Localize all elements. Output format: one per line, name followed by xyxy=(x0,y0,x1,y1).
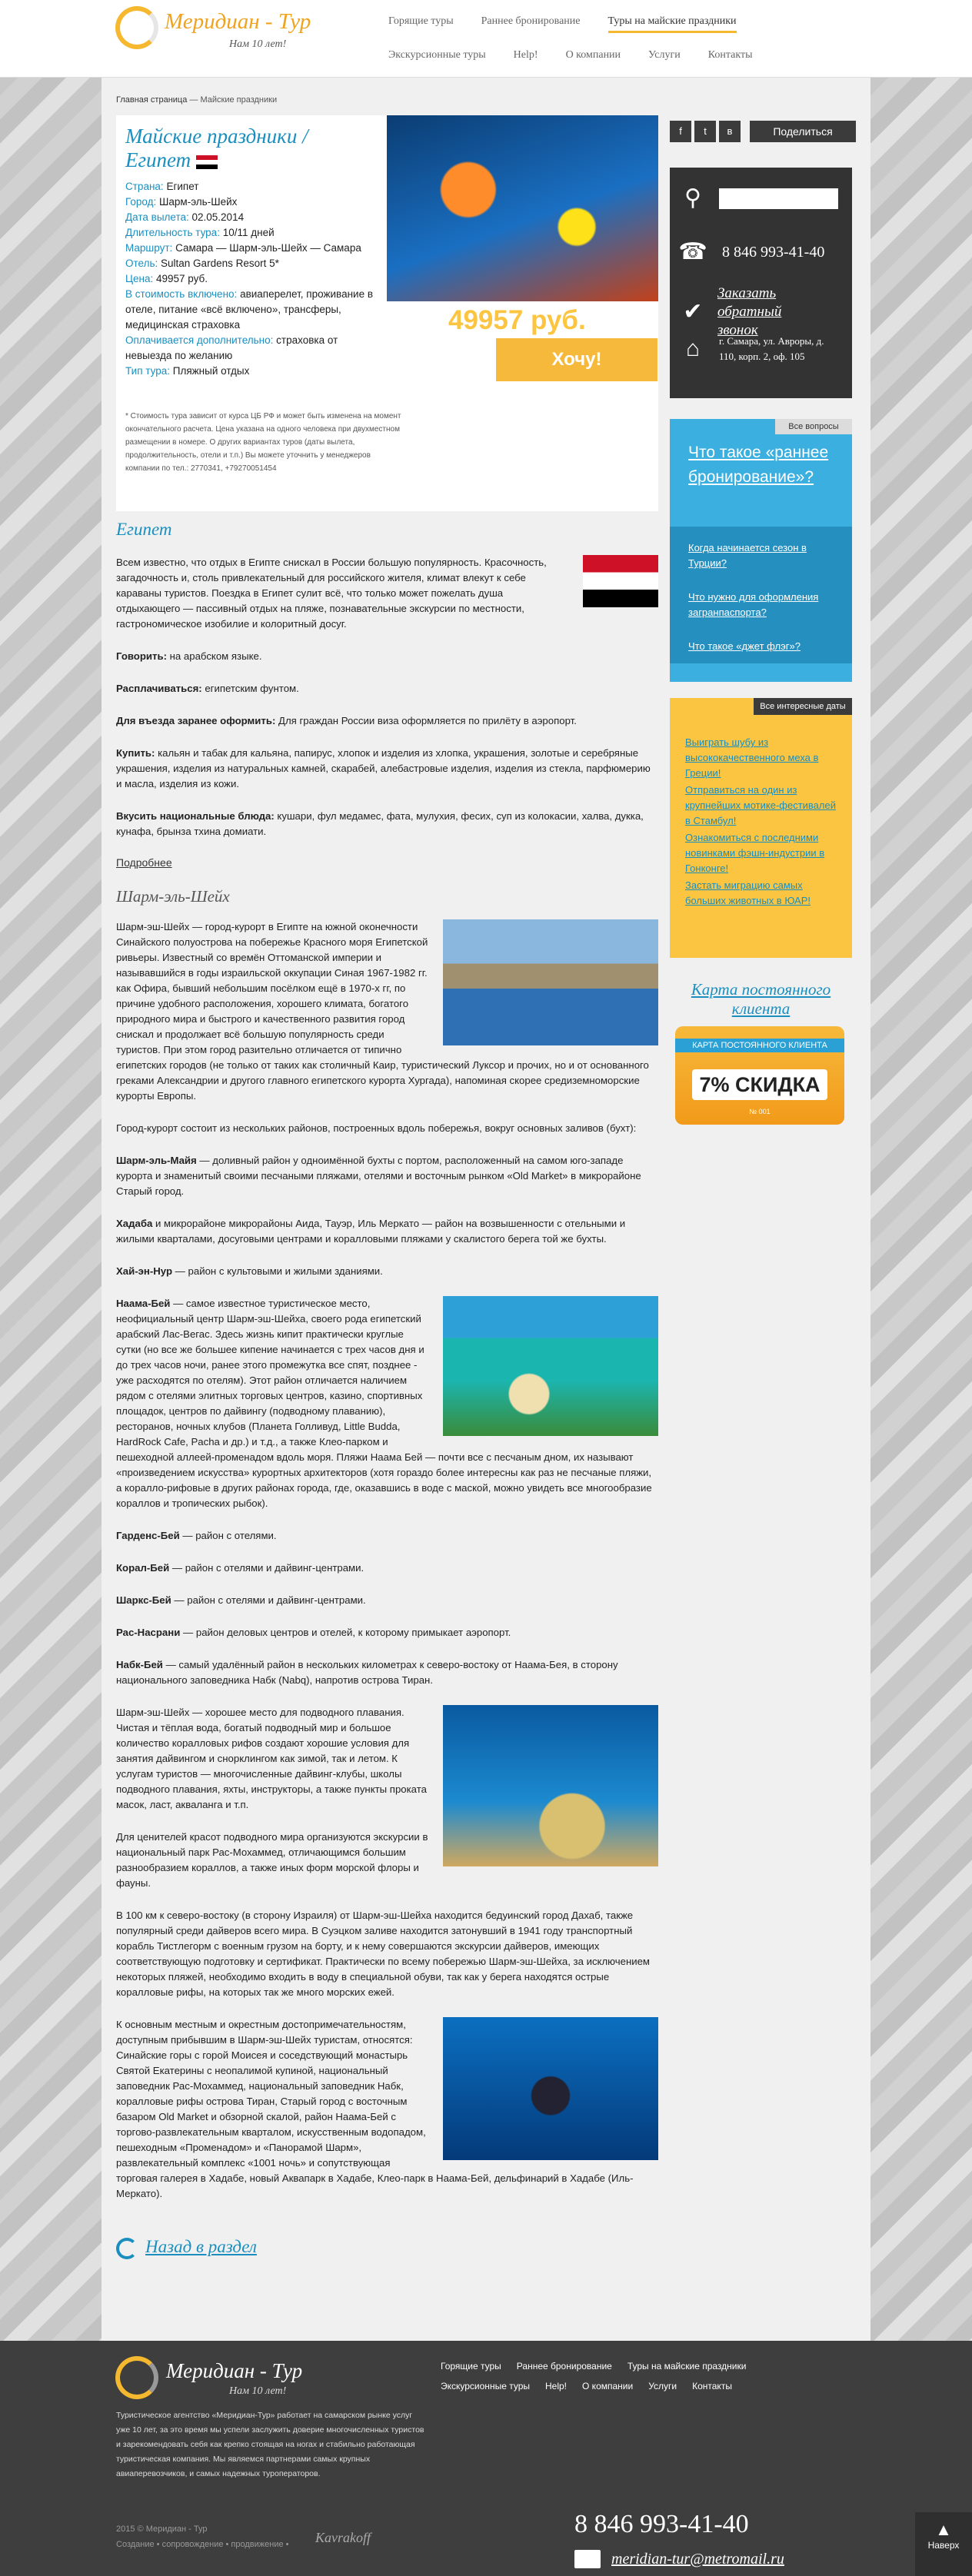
district-text: и микрорайоне микрорайоны Аида, Тауэр, Иль Меркато — район на возвышенности с отельными и жилыми кварталами, досуговыми центрами и коралловыми пляжами у скалистого берега той же бухты. xyxy=(116,1218,626,1245)
address: г. Самара, ул. Авроры, д. 110, корп. 2, оф. 105 xyxy=(719,335,824,362)
ras-mohammed-text: Для ценителей красот подводного мира организуются экскурсии в национальный парк Рас-Мохаммед, отличающимся большим разнообразием кораллов, а также иных форм морской флоры и фауны. xyxy=(116,1831,428,1889)
district-name: Шарм-эль-Майя xyxy=(116,1155,197,1166)
fact-visa xyxy=(116,713,658,729)
nav-services[interactable]: Услуги xyxy=(648,49,681,61)
callback-row xyxy=(677,284,825,340)
attractions-text: К основным местным и окрестным достопримечательностям, доступным прибывшим в Шарм-эш-Шейх туристам, относятся: Синайские горы с горой Моисея и соседствующий монастырь Святой Екатерины с неопалимой купиной, национальный заповедник Рас-Мохаммед, национальный заповедник Набк, коралловые рифы острова Тиран, Старый город с восточным базаром Old Market и обзорной скалой, район Наама-Бей с торгово-развлекательным кварталом, искусственным водопадом, пешеходным «Променадом» и «Панорамой Шарм», развлекательный комплекс «1001 ночь» и сопутствующая торговая галерея в Хадабе, новый Аквапарк в Хадабе, Клео-парк в Наама-Бей, дельфинарий в Хадабе (Иль-Меркато). xyxy=(116,2019,634,2199)
faq-item[interactable]: Что такое «джет флэг»? xyxy=(688,640,801,652)
field-country xyxy=(125,179,385,194)
share-button[interactable]: Поделиться xyxy=(750,121,856,142)
nav-contacts[interactable]: Контакты xyxy=(707,49,753,61)
field-label: Оплачивается дополнительно: xyxy=(125,334,274,346)
field-value: Sultan Gardens Resort 5* xyxy=(161,258,279,269)
district-name: Набк-Бей xyxy=(116,1659,163,1670)
district xyxy=(116,1625,658,1640)
phone-number[interactable]: 8 846 993-41-40 xyxy=(722,243,825,261)
field-value: авиаперелет, проживание в отеле, питание «всё включено», трансферы, медицинская страховка xyxy=(125,288,374,331)
diving-text: Шарм-эш-Шейх — хорошее место для подводного плавания. Чистая и тёплая вода, богатый подводный мир и большое количество коралловых рифов создают хорошие условия для занятия дайвингом и снорклингом как зимой, так и летом. К услугам туристов — многочисленные дайвинг-клубы, школы подводного плавания, яхты, инструкторы, а также пункты проката масок, ласт, акваланга и т.п. xyxy=(116,1707,427,1810)
field-label: Город: xyxy=(125,196,157,208)
field-price xyxy=(125,271,385,287)
field-label: Отель: xyxy=(125,258,158,269)
fact-value: кушари, фул медамес, фата, мулухия, фесих, суп из колокасии, халва, дукка, кунафа, брынза тхина домиати. xyxy=(116,810,644,837)
district-text: — район с культовыми и жилыми зданиями. xyxy=(172,1265,383,1277)
tour-title-text: Майские праздники / Египет xyxy=(125,125,308,171)
field-value: страховка от невыезда по желанию xyxy=(125,334,338,361)
main-content xyxy=(116,520,658,2259)
district-text: — район деловых центров и отелей, к которому примыкает аэропорт. xyxy=(180,1627,511,1638)
home-icon: ⌂ xyxy=(685,336,701,361)
loyalty-card-discount: 7% СКИДКА xyxy=(692,1069,827,1100)
field-hotel xyxy=(125,256,385,271)
fact-label: Для въезда заранее оформить: xyxy=(116,715,276,726)
phone-row xyxy=(677,237,824,268)
field-city xyxy=(125,194,385,210)
fact-currency xyxy=(116,681,658,696)
naama-bay-photo xyxy=(443,1296,658,1436)
field-label: В стоимость включено: xyxy=(125,288,238,300)
district xyxy=(116,1561,658,1576)
fact-value: египетским фунтом. xyxy=(201,683,299,694)
main-nav-top xyxy=(388,15,819,33)
field-label: Тип тура: xyxy=(125,365,170,377)
field-label: Страна: xyxy=(125,181,164,192)
contact-box xyxy=(670,168,852,398)
district-text: — доливный район у одноимённой бухты с портом, расположенный на самом юго-западе курорта и знаменитый своими песчаными пляжами, отелями и восточным рынком «Old Market» в микрорайоне Старый город. xyxy=(116,1155,641,1197)
nav-excursion-tours[interactable]: Экскурсионные туры xyxy=(388,49,486,61)
footer-logo-tagline: Нам 10 лет! xyxy=(229,2385,287,2397)
fact-value: кальян и табак для кальяна, папирус, хлопок и изделия из хлопка, украшения, золотые и серебряные украшения, изделия из натуральных камней, скарабей, алебастровые изделия, изделия из стекла, парфюмерию и масла, изделия из кожи. xyxy=(116,747,651,789)
all-questions-link[interactable]: Все вопросы xyxy=(775,419,852,434)
back-to-top-label: Наверх xyxy=(927,2540,960,2551)
field-label: Цена: xyxy=(125,273,154,284)
site-header xyxy=(0,0,972,78)
copyright xyxy=(116,2521,289,2552)
district-text: — район с отелями и дайвинг-центрами. xyxy=(169,1562,364,1574)
footer-about: Туристическое агентство «Меридиан-Тур» работает на самарском рынке услуг уже 10 лет, за это время мы успели заслужить доверие многочисленных туристов и зарекомендовать себя как крепко стоящая на ногах и стабильно работающая туристическая компания. Мы являемся партнерами самых крупных авиаперевозчиков, и самых надежных туроператоров. xyxy=(116,2411,424,2478)
back-to-top-button[interactable] xyxy=(915,2512,972,2576)
footer-phone[interactable]: 8 846 993-41-40 xyxy=(574,2510,749,2538)
nav-early-booking[interactable]: Раннее бронирование xyxy=(481,15,581,27)
more-link[interactable]: Подробнее xyxy=(116,856,172,869)
back-link-label: Назад в раздел xyxy=(145,2237,257,2256)
phone-icon: ☎ xyxy=(678,239,707,264)
footer-nav-services[interactable]: Услуги xyxy=(648,2381,677,2392)
district xyxy=(116,1153,658,1199)
field-value: Египет xyxy=(166,181,199,192)
field-value: Шарм-эль-Шейх xyxy=(159,196,238,208)
district-name: Хадаба xyxy=(116,1218,153,1229)
price-note: * Стоимость тура зависит от курса ЦБ РФ и может быть изменена на момент окончательного расчета. Цена указана на одного человека при двухместном размещении в номере. О других вариантах туров (даты вылета, продолжительность, отели и т.п.) Вы можете уточнить у менеджеров компании по тел.: 2770341, +79270051454 xyxy=(125,412,401,473)
breadcrumb: Главная страница — Майские праздники xyxy=(116,95,278,105)
diver-photo xyxy=(443,2017,658,2160)
egypt-flag-icon xyxy=(196,155,218,169)
district xyxy=(116,1657,658,1688)
footer-nav-may-holidays[interactable]: Туры на майские праздники xyxy=(627,2361,747,2372)
footer-nav-excursion[interactable]: Экскурсионные туры xyxy=(441,2381,530,2392)
fact-label: Говорить: xyxy=(116,650,167,662)
site-footer xyxy=(0,2341,972,2576)
district xyxy=(116,1593,658,1608)
all-dates-link[interactable]: Все интересные даты xyxy=(754,698,852,715)
district-name: Шаркс-Бей xyxy=(116,1594,171,1606)
footer-logo[interactable] xyxy=(115,2356,346,2404)
price-note-text: Стоимость тура зависит от курса ЦБ РФ и может быть изменена на момент окончательного расчета. Цена указана на одного человека при двухместном размещении в номере. О других вариантах туров (даты вылета, продолжительность, отели и т.п.) Вы можете уточнить у менеджеров компании по тел.: 2770341, +79270051454 xyxy=(125,412,401,473)
district xyxy=(116,1528,658,1544)
field-value: 10/11 дней xyxy=(222,227,275,238)
credits-text: Создание • сопровождение • продвижение • xyxy=(116,2540,289,2549)
interest-item[interactable]: Ознакомиться с последними новинками фэшн-индустрии в Гонконге! xyxy=(685,832,825,874)
nav-about[interactable]: О компании xyxy=(565,49,621,61)
loyalty-card-header: КАРТА ПОСТОЯННОГО КЛИЕНТА xyxy=(675,1039,844,1052)
tour-price: 49957 руб. xyxy=(448,305,586,335)
twitter-icon[interactable]: t xyxy=(694,121,716,142)
district-name: Наама-Бей xyxy=(116,1298,171,1309)
tour-fields xyxy=(125,179,385,379)
field-extra xyxy=(125,333,385,364)
field-value: Пляжный отдых xyxy=(172,365,250,377)
logo-title: Меридиан - Тур xyxy=(165,9,311,34)
district-text: — самое известное туристическое место, неофициальный центр Шарм-эш-Шейха, своего рода египетский арабский Лас-Вегас. Здесь жизнь кипит практически круглые сутки (но все же большее кипение начинается с трех часов дня и до трех часов ночи, ранее этого промежутка все спят, позднее - уже расходятся по отелям). Этот район отличается наличием рядом с отелями элитных торговых центров, казино, спортивных площадок, центров по дайвингу (подводному плаванию), ресторанов, ночных клубов (Планета Голливуд, Little Budda, HardRock Cafe, Pacha и др.) и т.д., а также Клео-парком и пешеходной аллеей-променадом вдоль моря. Пляжи Наама Бей — почти все с песчаным дном, их называют «произведением искусства» курортных архитекторов (хотя гораздо более интересны как раз не песчаные пляжи, а коралло-рифовые в других районах города, где, оказавшись в воде с маской, можно увидеть все многообразие кораллов и тропических рыбок). xyxy=(116,1298,652,1509)
address-row xyxy=(677,334,842,364)
back-arrow-icon xyxy=(116,2238,138,2259)
background-pattern-right xyxy=(870,0,972,2576)
interesting-dates-box xyxy=(670,698,852,958)
footer-nav-contacts[interactable]: Контакты xyxy=(692,2381,732,2392)
dahab-text: В 100 км к северо-востоку (в сторону Израиля) от Шарм-эш-Шейха находится бедуинский город Дахаб, также популярный среди дайверов всего мира. В Суэцком заливе находится затонувший в 1941 году транспортный корабль Тистлегорм с военным грузом на борту, и к нему совершаются экскурсии дайверов, имеющих соответствующую подготовку и сертификат. Практически по всему побережью Шарм-эш-Шейха, за исключением некоторых пляжей, необходимо входить в воду в специальной обуви, так как у берега находятся острые коралловые рифы, на которых так же много морских ежей. xyxy=(116,1910,651,1998)
field-route xyxy=(125,241,385,256)
social-bar xyxy=(670,121,856,142)
fact-value: на арабском языке. xyxy=(166,650,262,662)
fact-label: Вкусить национальные блюда: xyxy=(116,810,275,822)
faq-box xyxy=(670,419,852,682)
arrow-up-icon: ▲ xyxy=(935,2520,952,2539)
fact-label: Расплачиваться: xyxy=(116,683,202,694)
district-name: Корал-Бей xyxy=(116,1562,170,1574)
want-button[interactable]: Хочу! xyxy=(496,338,657,381)
egypt-flag-image xyxy=(583,555,658,607)
egypt-intro: Всем известно, что отдых в Египте снискал в России большую популярность. Красочность, загадочность и, столь привлекательный для российского жителя, климат влекут к себе караваны туристов. Поездка в Египет сулит всё, что только может пожелать душа отдыхающего — пассивный отдых на пляже, познавательные экскурсии по местности, гастрономическое изобилие и колоритный досуг. xyxy=(116,557,547,630)
field-value: Самара — Шарм-эль-Шейх — Самара xyxy=(175,242,361,254)
loyalty-card-title[interactable]: Карта постоянного клиента xyxy=(691,980,831,1018)
tour-title xyxy=(125,125,356,172)
envelope-icon xyxy=(574,2550,601,2568)
faq-list xyxy=(670,527,852,663)
interest-item[interactable]: Отправиться на один из крупнейших мотике-фестивалей в Стамбул! xyxy=(685,784,836,826)
footer-nav-help[interactable]: Help! xyxy=(545,2381,568,2392)
footer-email[interactable] xyxy=(574,2550,784,2568)
fact-food xyxy=(116,809,658,839)
footer-nav-early-booking[interactable]: Раннее бронирование xyxy=(516,2361,612,2372)
main-nav-bottom xyxy=(388,49,819,65)
district-name: Рас-Насрани xyxy=(116,1627,181,1638)
sharm-coast-photo xyxy=(443,919,658,1045)
footer-nav-bottom xyxy=(441,2381,747,2392)
footer-nav-about[interactable]: О компании xyxy=(582,2381,634,2392)
footer-logo-icon xyxy=(115,2356,158,2399)
field-included xyxy=(125,287,385,333)
faq-item[interactable]: Что нужно для оформления загранпаспорта? xyxy=(688,591,819,618)
field-value: 02.05.2014 xyxy=(191,211,245,223)
district-text: — район с отелями и дайвинг-центрами. xyxy=(171,1594,366,1606)
tour-card xyxy=(116,115,658,511)
district-text: — самый удалённый район в нескольких километрах к северо-востоку от Наама-Бея, в сторону национального заповедника Набк (Nabq), напротив острова Тиран. xyxy=(116,1659,618,1686)
sharm-heading: Шарм-эль-Шейх xyxy=(116,887,230,906)
district xyxy=(116,1264,658,1279)
nav-help[interactable]: Help! xyxy=(513,49,538,61)
search-row xyxy=(677,183,838,214)
search-input[interactable] xyxy=(719,188,838,209)
fact-buy xyxy=(116,746,658,792)
vkontakte-icon[interactable]: в xyxy=(719,121,741,142)
field-label: Маршрут: xyxy=(125,242,173,254)
loyalty-card-number: № 001 xyxy=(749,1108,771,1115)
search-icon: ⚲ xyxy=(684,185,701,211)
faq-title[interactable]: Что такое «раннее бронирование»? xyxy=(688,444,829,486)
sharm-districts-intro: Город-курорт состоит из нескольких районов, построенных вдоль побережья, вокруг основных заливов (бухт): xyxy=(116,1122,637,1134)
fact-value: Для граждан России виза оформляется по прилёту в аэропорт. xyxy=(275,715,577,726)
field-type xyxy=(125,364,385,379)
logo-tagline: Нам 10 лет! xyxy=(229,38,287,50)
background-pattern-left xyxy=(0,0,102,2576)
field-duration xyxy=(125,225,385,241)
field-label: Длительность тура: xyxy=(125,227,220,238)
callback-link[interactable]: Заказать обратный звонок xyxy=(717,285,782,338)
district-name: Гарденс-Бей xyxy=(116,1530,180,1541)
reef-fish-photo xyxy=(443,1705,658,1866)
fact-language xyxy=(116,649,658,664)
back-link[interactable] xyxy=(116,2237,658,2259)
field-value: 49957 руб. xyxy=(155,273,208,284)
loyalty-card-image[interactable] xyxy=(675,1026,844,1125)
logo[interactable] xyxy=(115,6,311,54)
breadcrumb-home[interactable]: Главная страница xyxy=(116,95,188,105)
footer-nav-hot-tours[interactable]: Горящие туры xyxy=(441,2361,501,2372)
fact-label: Купить: xyxy=(116,747,155,759)
district-name: Хай-эн-Нур xyxy=(116,1265,173,1277)
footer-email-text: meridian-tur@metromail.ru xyxy=(611,2550,784,2568)
footer-nav-top xyxy=(441,2361,761,2372)
field-label: Дата вылета: xyxy=(125,211,189,223)
faq-item[interactable]: Когда начинается сезон в Турции? xyxy=(688,542,807,569)
footer-logo-title: Меридиан - Тур xyxy=(166,2359,303,2382)
logo-icon xyxy=(115,6,158,49)
field-departure-date xyxy=(125,210,385,225)
district xyxy=(116,1216,658,1247)
nav-may-holidays[interactable]: Туры на майские праздники xyxy=(608,15,737,33)
tour-photo-reef xyxy=(387,115,658,301)
egypt-heading: Египет xyxy=(116,520,172,539)
interest-item[interactable]: Застать миграцию самых больших животных в ЮАР! xyxy=(685,879,811,906)
breadcrumb-current: Майские праздники xyxy=(200,95,278,105)
sharm-intro: Шарм-эш-Шейх — город-курорт в Египте на южной оконечности Синайского полуострова на побережье Красного моря Египетской ривьеры. Известный со времён Оттоманской империи и называвшийся в годы израильской оккупации Синая 1967-1982 гг. как Офира, бывший небольшим посёлком ещё в 1970-х гг, по причине удобного расположения, хорошего климата, богатого природного мира и быстрого и качественного развития город снискал и продолжает всё большую популярность среди туристов. При этом город разительно отличается от типично египетских городов (не только от таких как столичный Каир, туристический Луксор и прочих, но и от основанного греками Александрии и другого главного египетского курорта Хургада), напоминая скорее средиземноморские курорты Европы. xyxy=(116,921,649,1102)
copyright-text: 2015 © Меридиан - Тур xyxy=(116,2524,208,2534)
nav-hot-tours[interactable]: Горящие туры xyxy=(388,15,454,27)
developer-logo[interactable]: Kavrakoff xyxy=(315,2530,371,2545)
interest-item[interactable]: Выиграть шубу из высококачественного меха в Греции! xyxy=(685,736,819,779)
check-icon: ✔ xyxy=(683,299,703,324)
district-text: — район с отелями. xyxy=(179,1530,277,1541)
facebook-icon[interactable]: f xyxy=(670,121,691,142)
